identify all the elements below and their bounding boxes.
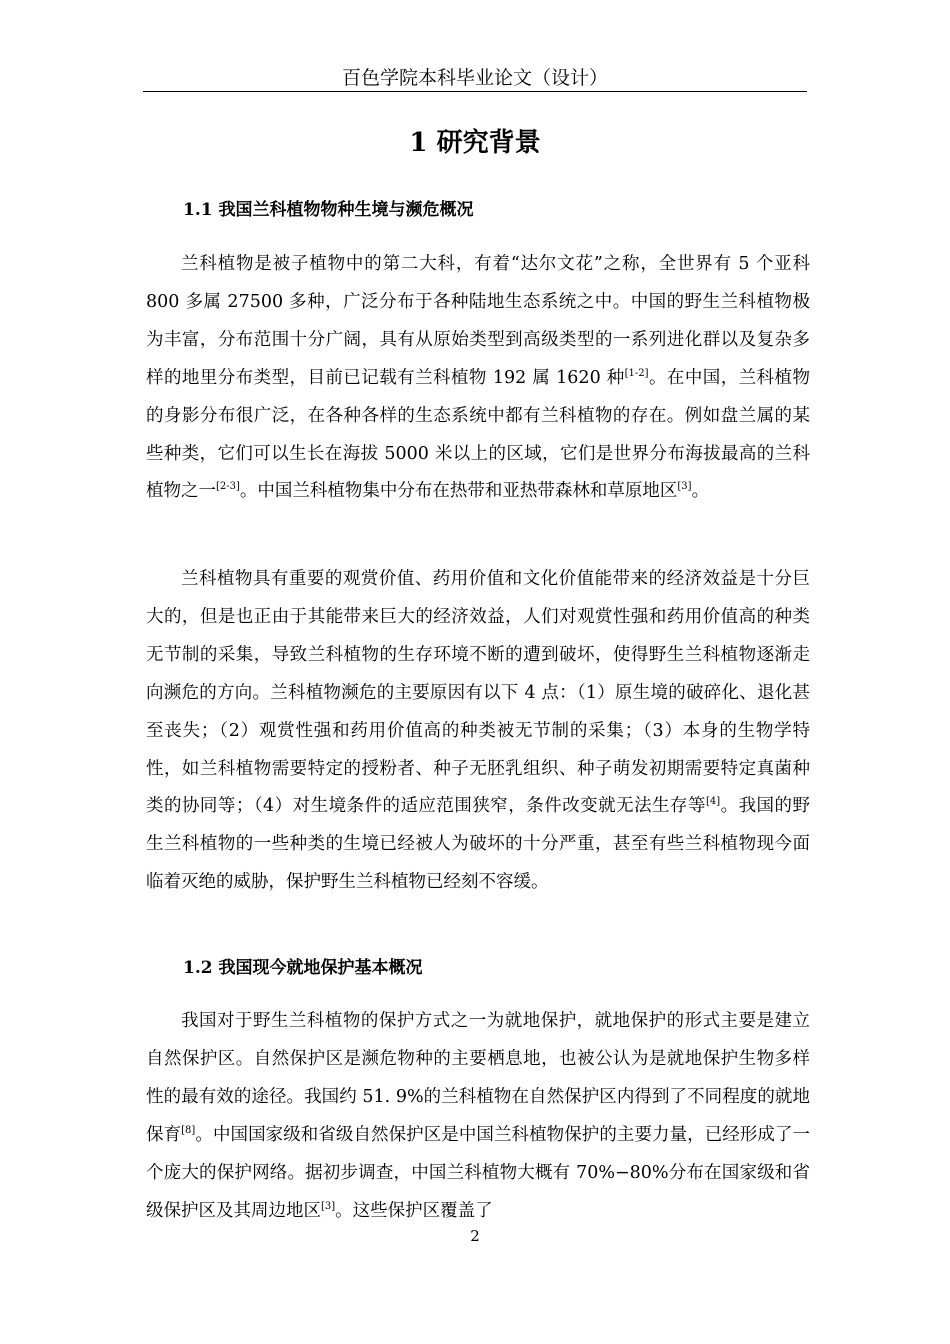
paragraph-text: 。中国国家级和省级自然保护区是中国兰科植物保护的主要力量，已经形成了一个庞大的保护网络。据初步调查，中国兰科植物大概有 70%−80%分布在国家级和省级保护区及其周边地区 (146, 1124, 811, 1221)
paragraph (146, 1003, 810, 1230)
paragraph-text: 兰科植物是被子植物中的第二大科，有着“达尔文花”之称，全世界有 5 个亚科 800 多属 27500 多种，广泛分布于各种陆地生态系统之中。中国的野生兰科植物极为丰富，分布范围十分广阔，具有从原始类型到高级类型的一系列进化群以及复杂多样的地里分布类型，目前已记载有兰科植物 192 属 1620 种 (146, 254, 810, 388)
chapter-title: 1 研究背景 (409, 128, 541, 158)
running-header: 百色学院本科毕业论文（设计） (341, 67, 608, 89)
paragraph-text: 。我国的野生兰科植物的一些种类的生境已经被人为破坏的十分严重，甚至有些兰科植物现今面临着灭绝的威胁，保护野生兰科植物已经刻不容缓。 (146, 796, 810, 893)
citation: [8] (181, 1124, 196, 1136)
paragraph-text: 。在中国，兰科植物的身影分布很广泛，在各种各样的生态系统中都有兰科植物的存在。例如盘兰属的某些种类，它们可以生长在海拔 5000 米以上的区域，它们是世界分布海拔最高的兰科植物之一 (146, 367, 810, 502)
page-number: 2 (470, 1227, 480, 1245)
paragraph-text: 。这些保护区覆盖了 (335, 1200, 493, 1221)
section-heading-1-1: 1.1 我国兰科植物物种生境与濒危概况 (183, 200, 474, 220)
header-rule (143, 91, 807, 92)
section-heading-1-2: 1.2 我国现今就地保护基本概况 (183, 958, 423, 978)
paragraph (146, 246, 810, 511)
citation: [3] (677, 481, 692, 493)
paragraph-text: 兰科植物具有重要的观赏价值、药用价值和文化价值能带来的经济效益是十分巨大的，但是也正由于其能带来巨大的经济效益，人们对观赏性强和药用价值高的种类无节制的采集，导致兰科植物的生存环境不断的遭到破坏，使得野生兰科植物逐渐走向濒危的方向。兰科植物濒危的主要原因有以下 4 点：（1）原生境的破碎化、退化甚至丧失；（2）观赏性强和药用价值高的种类被无节制的采集；（3）本身的生物学特性，如兰科植物需要特定的授粉者、种子无胚乳组织、种子萌发初期需要特定真菌种类的协同等；（4）对生境条件的适应范围狭窄，条件改变就无法生存等 (146, 569, 810, 817)
paragraph-text: 我国对于野生兰科植物的保护方式之一为就地保护，就地保护的形式主要是建立自然保护区。自然保护区是濒危物种的主要栖息地，也被公认为是就地保护生物多样性的最有效的途径。我国约 51. 9%的兰科植物在自然保护区内得到了不同程度的就地保育 (146, 1011, 810, 1145)
citation: [2-3] (216, 481, 240, 493)
citation: [4] (705, 796, 721, 808)
paragraph (146, 561, 810, 902)
paragraph-text: 。中国兰科植物集中分布在热带和亚热带森林和草原地区 (239, 481, 678, 502)
paragraph-text: 。 (691, 481, 710, 502)
citation: [3] (321, 1200, 336, 1212)
citation: [1-2] (624, 367, 649, 379)
